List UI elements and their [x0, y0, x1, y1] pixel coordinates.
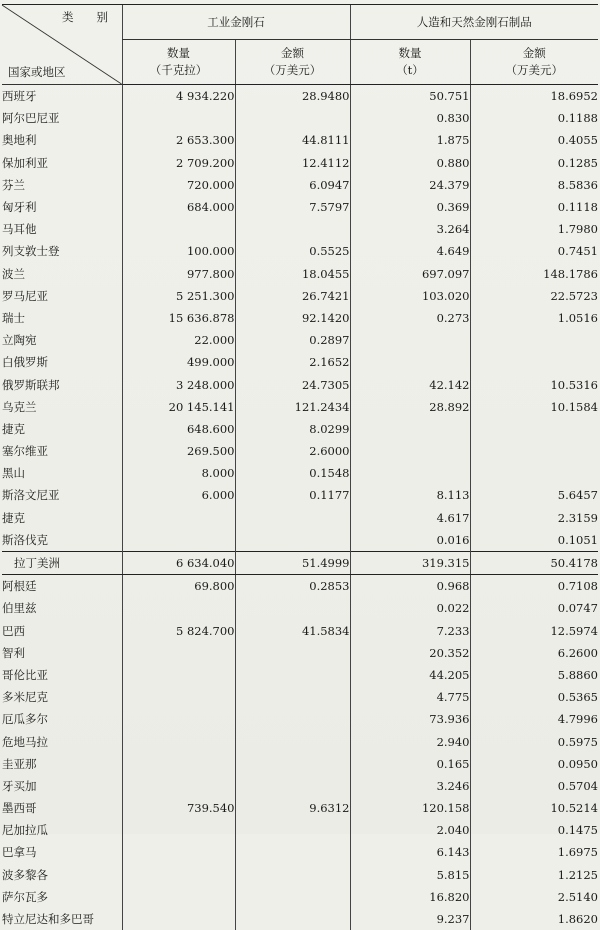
amount-1-cell: 24.7305 [235, 373, 350, 395]
country-cell: 塞尔维亚 [2, 440, 122, 462]
table-row [2, 507, 598, 529]
quantity-2-cell: 103.020 [350, 285, 470, 307]
amount-1-cell: 0.2853 [235, 575, 350, 598]
country-label: 国家或地区 [8, 64, 66, 80]
quantity-1-cell: 739.540 [122, 797, 235, 819]
quantity-1-cell: 977.800 [122, 263, 235, 285]
country-cell: 乌克兰 [2, 396, 122, 418]
amount-2-cell: 10.5316 [470, 373, 598, 395]
amount-2-cell: 0.1285 [470, 152, 598, 174]
table-row [2, 396, 598, 418]
country-cell: 斯洛伐克 [2, 529, 122, 552]
amount-2-cell [470, 351, 598, 373]
quantity-1-cell: 15 636.878 [122, 307, 235, 329]
amount-1-cell [235, 664, 350, 686]
quantity-2-cell: 28.892 [350, 396, 470, 418]
amount-2-cell: 0.0950 [470, 753, 598, 775]
amount-1-cell [235, 107, 350, 129]
quantity-1-cell [122, 886, 235, 908]
quantity-1-cell: 269.500 [122, 440, 235, 462]
quantity-2-cell: 0.165 [350, 753, 470, 775]
quantity-1-cell: 2 653.300 [122, 129, 235, 151]
amount-1-cell: 0.1548 [235, 462, 350, 484]
quantity-2-cell: 0.880 [350, 152, 470, 174]
amount-2-cell: 1.2125 [470, 864, 598, 886]
amount-2-cell: 10.5214 [470, 797, 598, 819]
country-cell: 拉丁美洲 [2, 551, 122, 574]
table-row [2, 285, 598, 307]
country-cell: 智利 [2, 642, 122, 664]
quantity-1-cell [122, 642, 235, 664]
amount-1-cell [235, 908, 350, 930]
quantity-2-cell [350, 462, 470, 484]
amount-1-cell [235, 218, 350, 240]
country-cell: 罗马尼亚 [2, 285, 122, 307]
country-cell: 波多黎各 [2, 864, 122, 886]
table-row [2, 462, 598, 484]
amount-1-cell: 2.6000 [235, 440, 350, 462]
quantity-2-cell: 0.830 [350, 107, 470, 129]
amount-1-cell [235, 529, 350, 552]
amount-1-cell: 51.4999 [235, 551, 350, 574]
amount-2-cell: 0.1188 [470, 107, 598, 129]
amount-2-cell: 1.8620 [470, 908, 598, 930]
amount-1-cell [235, 730, 350, 752]
quantity-2-cell: 0.968 [350, 575, 470, 598]
amount-1-cell [235, 841, 350, 863]
table-row [2, 775, 598, 797]
group-header-diamond-products: 人造和天然金刚石制品 [350, 5, 598, 40]
quantity-2-cell: 3.264 [350, 218, 470, 240]
table-row [2, 864, 598, 886]
country-cell: 厄瓜多尔 [2, 708, 122, 730]
amount-2-cell: 12.5974 [470, 620, 598, 642]
quantity-2-cell: 44.205 [350, 664, 470, 686]
quantity-2-cell: 0.369 [350, 196, 470, 218]
amount-1-cell: 9.6312 [235, 797, 350, 819]
quantity-1-cell: 5 251.300 [122, 285, 235, 307]
amount-1-cell: 0.1177 [235, 484, 350, 506]
country-cell: 伯里兹 [2, 597, 122, 619]
quantity-1-cell [122, 507, 235, 529]
quantity-2-cell [350, 418, 470, 440]
header-corner-cell [2, 5, 122, 85]
quantity-2-cell: 42.142 [350, 373, 470, 395]
country-cell: 巴西 [2, 620, 122, 642]
country-cell: 哥伦比亚 [2, 664, 122, 686]
table-body [2, 85, 598, 930]
amount-2-cell: 148.1786 [470, 263, 598, 285]
quantity-2-cell: 2.940 [350, 730, 470, 752]
table-header [2, 5, 598, 85]
amount-1-cell: 44.8111 [235, 129, 350, 151]
amount-1-cell: 92.1420 [235, 307, 350, 329]
country-cell: 黑山 [2, 462, 122, 484]
quantity-2-cell [350, 440, 470, 462]
amount-1-cell [235, 886, 350, 908]
country-cell: 俄罗斯联邦 [2, 373, 122, 395]
amount-2-cell: 0.5704 [470, 775, 598, 797]
country-cell: 阿尔巴尼亚 [2, 107, 122, 129]
amount-2-cell: 22.5723 [470, 285, 598, 307]
table-row [2, 908, 598, 930]
column-header-amount-1: 金额 （万美元） [235, 40, 350, 85]
quantity-2-cell: 697.097 [350, 263, 470, 285]
country-cell: 斯洛文尼亚 [2, 484, 122, 506]
quantity-1-cell [122, 775, 235, 797]
country-cell: 西班牙 [2, 85, 122, 108]
country-cell: 芬兰 [2, 174, 122, 196]
quantity-1-cell: 100.000 [122, 240, 235, 262]
column-header-amount-2: 金额 （万美元） [470, 40, 598, 85]
amount-2-cell: 0.5975 [470, 730, 598, 752]
amount-1-cell [235, 708, 350, 730]
country-cell: 保加利亚 [2, 152, 122, 174]
amount-2-cell [470, 418, 598, 440]
amount-2-cell: 0.1051 [470, 529, 598, 552]
table-row [2, 819, 598, 841]
table-row [2, 107, 598, 129]
quantity-1-cell: 720.000 [122, 174, 235, 196]
amount-2-cell: 2.5140 [470, 886, 598, 908]
amount-1-cell [235, 819, 350, 841]
quantity-1-cell [122, 664, 235, 686]
quantity-2-cell: 2.040 [350, 819, 470, 841]
quantity-2-cell: 50.751 [350, 85, 470, 108]
quantity-1-cell: 2 709.200 [122, 152, 235, 174]
amount-2-cell: 0.1475 [470, 819, 598, 841]
country-cell: 立陶宛 [2, 329, 122, 351]
amount-2-cell [470, 440, 598, 462]
amount-1-cell [235, 597, 350, 619]
table-row [2, 418, 598, 440]
amount-2-cell: 1.0516 [470, 307, 598, 329]
amount-1-cell: 18.0455 [235, 263, 350, 285]
amount-2-cell: 50.4178 [470, 551, 598, 574]
table-row [2, 484, 598, 506]
quantity-1-cell [122, 597, 235, 619]
country-cell: 捷克 [2, 418, 122, 440]
amount-2-cell: 0.5365 [470, 686, 598, 708]
quantity-2-cell: 5.815 [350, 864, 470, 886]
table-row [2, 373, 598, 395]
country-cell: 墨西哥 [2, 797, 122, 819]
table-row [2, 129, 598, 151]
quantity-2-cell [350, 351, 470, 373]
category-label: 类 别 [62, 9, 108, 25]
quantity-1-cell: 6.000 [122, 484, 235, 506]
quantity-1-cell: 69.800 [122, 575, 235, 598]
table-row [2, 85, 598, 108]
amount-2-cell: 1.6975 [470, 841, 598, 863]
quantity-1-cell [122, 864, 235, 886]
quantity-2-cell: 4.617 [350, 507, 470, 529]
quantity-2-cell: 0.016 [350, 529, 470, 552]
amount-2-cell: 2.3159 [470, 507, 598, 529]
amount-1-cell [235, 642, 350, 664]
amount-1-cell: 28.9480 [235, 85, 350, 108]
country-cell: 捷克 [2, 507, 122, 529]
quantity-2-cell: 319.315 [350, 551, 470, 574]
quantity-1-cell: 5 824.700 [122, 620, 235, 642]
quantity-1-cell: 684.000 [122, 196, 235, 218]
amount-1-cell: 2.1652 [235, 351, 350, 373]
quantity-1-cell [122, 686, 235, 708]
amount-1-cell: 7.5797 [235, 196, 350, 218]
table-row [2, 174, 598, 196]
table-row [2, 263, 598, 285]
amount-1-cell: 0.2897 [235, 329, 350, 351]
country-cell: 圭亚那 [2, 753, 122, 775]
amount-2-cell: 0.4055 [470, 129, 598, 151]
table-row [2, 753, 598, 775]
table-row [2, 196, 598, 218]
table-row [2, 529, 598, 552]
quantity-2-cell: 7.233 [350, 620, 470, 642]
country-cell: 危地马拉 [2, 730, 122, 752]
quantity-1-cell [122, 753, 235, 775]
country-cell: 奥地利 [2, 129, 122, 151]
quantity-2-cell: 16.820 [350, 886, 470, 908]
table-row [2, 886, 598, 908]
amount-2-cell: 0.0747 [470, 597, 598, 619]
group-header-industrial-diamond: 工业金刚石 [122, 5, 350, 40]
amount-1-cell: 121.2434 [235, 396, 350, 418]
amount-2-cell: 0.1118 [470, 196, 598, 218]
amount-1-cell [235, 753, 350, 775]
quantity-1-cell [122, 819, 235, 841]
quantity-1-cell: 20 145.141 [122, 396, 235, 418]
quantity-1-cell [122, 218, 235, 240]
quantity-2-cell: 4.649 [350, 240, 470, 262]
table-row [2, 620, 598, 642]
country-cell: 阿根廷 [2, 575, 122, 598]
amount-1-cell: 0.5525 [235, 240, 350, 262]
quantity-1-cell [122, 529, 235, 552]
table-row [2, 708, 598, 730]
table-row [2, 575, 598, 598]
country-cell: 尼加拉瓜 [2, 819, 122, 841]
table-row [2, 642, 598, 664]
table-row [2, 841, 598, 863]
quantity-1-cell [122, 708, 235, 730]
amount-1-cell: 41.5834 [235, 620, 350, 642]
country-cell: 巴拿马 [2, 841, 122, 863]
quantity-1-cell [122, 908, 235, 930]
amount-2-cell [470, 329, 598, 351]
quantity-1-cell: 499.000 [122, 351, 235, 373]
amount-2-cell: 0.7108 [470, 575, 598, 598]
country-cell: 波兰 [2, 263, 122, 285]
table-row [2, 240, 598, 262]
amount-1-cell [235, 507, 350, 529]
table-row [2, 797, 598, 819]
country-cell: 特立尼达和多巴哥 [2, 908, 122, 930]
quantity-2-cell: 6.143 [350, 841, 470, 863]
country-cell: 萨尔瓦多 [2, 886, 122, 908]
quantity-2-cell: 0.022 [350, 597, 470, 619]
column-header-quantity-2: 数量 （t） [350, 40, 470, 85]
table-row [2, 440, 598, 462]
country-cell: 瑞士 [2, 307, 122, 329]
amount-2-cell: 10.1584 [470, 396, 598, 418]
amount-1-cell [235, 864, 350, 886]
table-row [2, 664, 598, 686]
quantity-2-cell: 120.158 [350, 797, 470, 819]
quantity-1-cell [122, 107, 235, 129]
quantity-2-cell: 8.113 [350, 484, 470, 506]
country-cell: 匈牙利 [2, 196, 122, 218]
amount-2-cell: 8.5836 [470, 174, 598, 196]
table-row [2, 730, 598, 752]
quantity-2-cell: 3.246 [350, 775, 470, 797]
amount-2-cell [470, 462, 598, 484]
country-cell: 马耳他 [2, 218, 122, 240]
table-row [2, 351, 598, 373]
quantity-2-cell: 20.352 [350, 642, 470, 664]
amount-2-cell: 6.2600 [470, 642, 598, 664]
quantity-1-cell [122, 730, 235, 752]
amount-2-cell: 5.6457 [470, 484, 598, 506]
amount-1-cell: 12.4112 [235, 152, 350, 174]
table-row [2, 307, 598, 329]
quantity-1-cell: 3 248.000 [122, 373, 235, 395]
quantity-1-cell: 8.000 [122, 462, 235, 484]
region-row [2, 551, 598, 574]
quantity-2-cell [350, 329, 470, 351]
quantity-1-cell: 4 934.220 [122, 85, 235, 108]
table-row [2, 597, 598, 619]
table-row [2, 329, 598, 351]
amount-2-cell: 18.6952 [470, 85, 598, 108]
country-cell: 牙买加 [2, 775, 122, 797]
amount-2-cell: 4.7996 [470, 708, 598, 730]
table-row [2, 686, 598, 708]
amount-1-cell: 8.0299 [235, 418, 350, 440]
trade-statistics-table [2, 4, 598, 930]
quantity-2-cell: 73.936 [350, 708, 470, 730]
table-row [2, 152, 598, 174]
amount-1-cell: 6.0947 [235, 174, 350, 196]
amount-1-cell: 26.7421 [235, 285, 350, 307]
quantity-2-cell: 0.273 [350, 307, 470, 329]
amount-1-cell [235, 775, 350, 797]
quantity-2-cell: 4.775 [350, 686, 470, 708]
country-cell: 多米尼克 [2, 686, 122, 708]
amount-2-cell: 5.8860 [470, 664, 598, 686]
quantity-1-cell [122, 841, 235, 863]
column-header-quantity-1: 数量 （千克拉） [122, 40, 235, 85]
amount-2-cell: 0.7451 [470, 240, 598, 262]
amount-1-cell [235, 686, 350, 708]
quantity-2-cell: 1.875 [350, 129, 470, 151]
quantity-1-cell: 648.600 [122, 418, 235, 440]
amount-2-cell: 1.7980 [470, 218, 598, 240]
country-cell: 白俄罗斯 [2, 351, 122, 373]
quantity-1-cell: 22.000 [122, 329, 235, 351]
country-cell: 列支敦士登 [2, 240, 122, 262]
table-row [2, 218, 598, 240]
quantity-1-cell: 6 634.040 [122, 551, 235, 574]
quantity-2-cell: 24.379 [350, 174, 470, 196]
quantity-2-cell: 9.237 [350, 908, 470, 930]
